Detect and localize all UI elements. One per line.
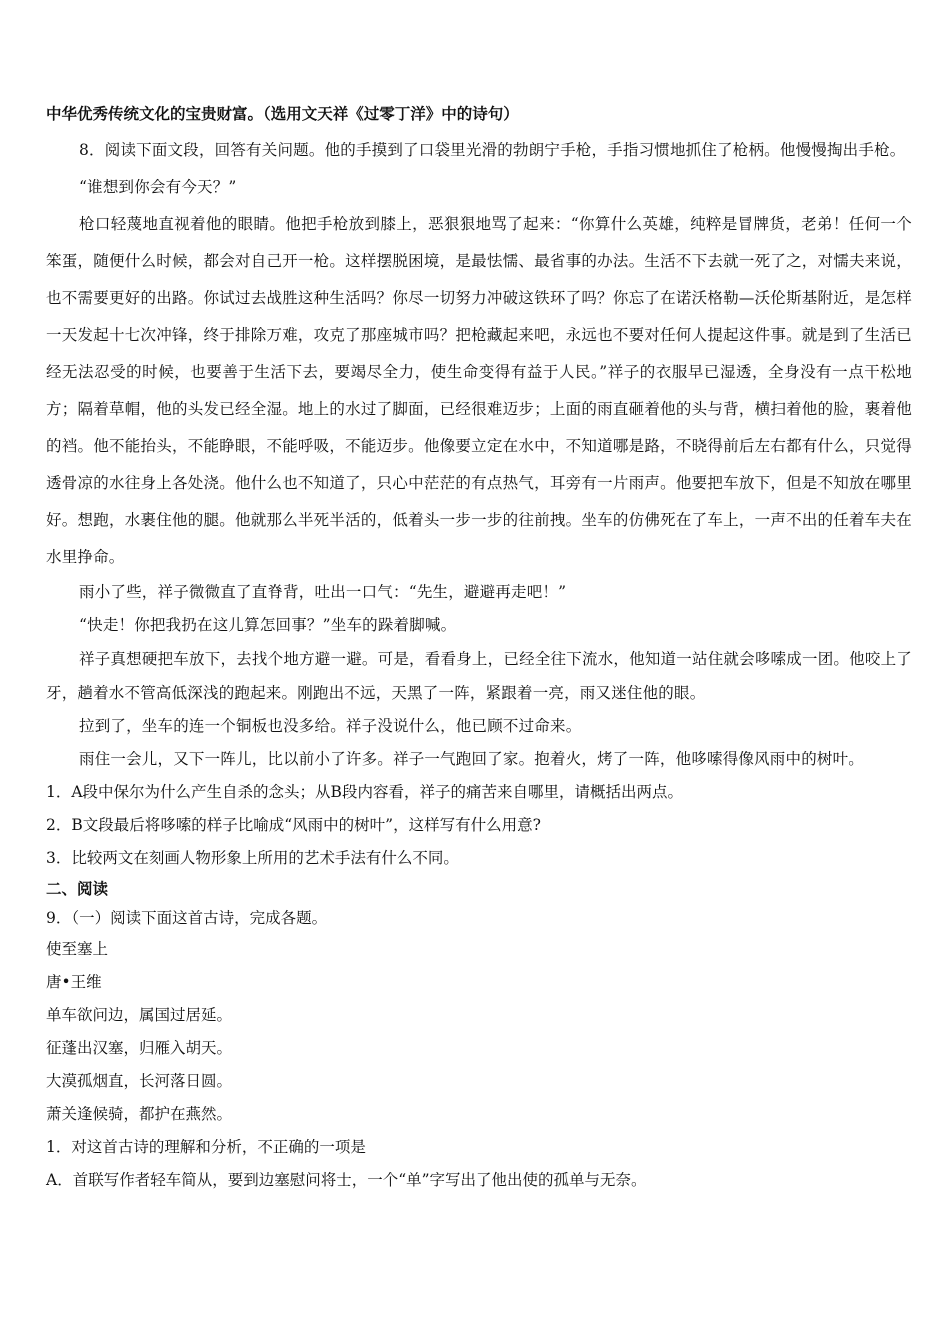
document-page: [46, 99, 912, 1197]
q8-quote: “谁想到你会有今天？”: [79, 178, 237, 196]
q8-question-1: 1．A段中保尔为什么产生自杀的念头；从B段内容看，祥子的痛苦来自哪里，请概括出两点。: [46, 783, 683, 801]
poem-line-4: 萧关逢候骑，都护在燕然。: [46, 1105, 233, 1123]
q9-sub-question-1: 1．对这首古诗的理解和分析，不正确的一项是: [46, 1138, 366, 1156]
q9-option-a: A．首联写作者轻车简从，要到边塞慰问将士，一个“单”字写出了他出使的孤单与无奈。: [46, 1171, 647, 1189]
q8-question-2: 2．B文段最后将哆嗦的样子比喻成“风雨中的树叶”，这样写有什么用意?: [46, 816, 541, 834]
q8-question-3: 3．比较两文在刻画人物形象上所用的艺术手法有什么不同。: [46, 849, 459, 867]
q8-paragraph-2: 雨小了些，祥子微微直了直脊背，吐出一口气：“先生，避避再走吧！”: [79, 583, 567, 601]
q8-intro: 8．阅读下面文段，回答有关问题。他的手摸到了口袋里光滑的勃朗宁手枪，手指习惯地抓住了枪柄。他慢慢掏出手枪。: [79, 141, 906, 159]
q8-paragraph-4: 祥子真想硬把车放下，去找个地方避一避。可是，看看身上，已经全往下流水，他知道一站住就会哆嗦成一团。他咬上了牙，趟着水不管高低深浅的跑起来。刚跑出不远，天黑了一阵，紧跟着一亮，雨又迷住他的眼。: [46, 650, 912, 702]
header-line: 中华优秀传统文化的宝贵财富。（选用文天祥《过零丁洋》中的诗句）: [46, 104, 519, 123]
poem-title: 使至塞上: [46, 940, 109, 958]
q8-passage: 枪口轻蔑地直视着他的眼睛。他把手枪放到膝上，恶狠狠地骂了起来：“你算什么英雄，纯粹是冒牌货，老弟！任何一个笨蛋，随便什么时候，都会对自己开一枪。这样摆脱困境，是最怯懦、最省事的办法。生活不下去就一死了之，对懦夫来说，也不需要更好的出路。你试过去战胜这种生活吗？你尽一切努力冲破这铁环了吗？你忘了在诺沃格勒—沃伦斯基附近，是怎样一天发起十七次冲锋，终于排除万难，攻克了那座城市吗？把枪藏起来吧，永远也不要对任何人提起这件事。就是到了生活已经无法忍受的时候，也要善于生活下去，要竭尽全力，使生命变得有益于人民。”祥子的衣服早已湿透，全身没有一点干松地方；隔着草帽，他的头发已经全湿。地上的水过了脚面，已经很难迈步；上面的雨直砸着他的头与背，横扫着他的脸，裹着他的裆。他不能抬头，不能睁眼，不能呼吸，不能迈步。他像要立定在水中，不知道哪是路，不晓得前后左右都有什么，只觉得透骨凉的水往身上各处浇。他什么也不知道了，只心中茫茫的有点热气，耳旁有一片雨声。他要把车放下，但是不知放在哪里好。想跑，水裹住他的腿。他就那么半死半活的，低着头一步一步的往前拽。坐车的仿佛死在了车上，一声不出的任着车夫在水里挣命。: [46, 215, 912, 566]
q9-intro: 9．（一）阅读下面这首古诗，完成各题。: [46, 909, 328, 927]
q8-paragraph-6: 雨住一会儿，又下一阵儿，比以前小了许多。祥子一气跑回了家。抱着火，烤了一阵，他哆嗦得像风雨中的树叶。: [79, 750, 865, 768]
poem-line-3: 大漠孤烟直，长河落日圆。: [46, 1072, 233, 1090]
q8-paragraph-5: 拉到了，坐车的连一个铜板也没多给。祥子没说什么，他已顾不过命来。: [79, 717, 582, 735]
poem-author: 唐•王维: [46, 973, 102, 991]
section-heading: 二、阅读: [46, 879, 109, 898]
poem-line-1: 单车欲问边，属国过居延。: [46, 1006, 233, 1024]
poem-line-2: 征蓬出汉塞，归雁入胡天。: [46, 1039, 233, 1057]
q8-paragraph-3: “快走！你把我扔在这儿算怎回事？”坐车的跺着脚喊。: [79, 616, 457, 634]
